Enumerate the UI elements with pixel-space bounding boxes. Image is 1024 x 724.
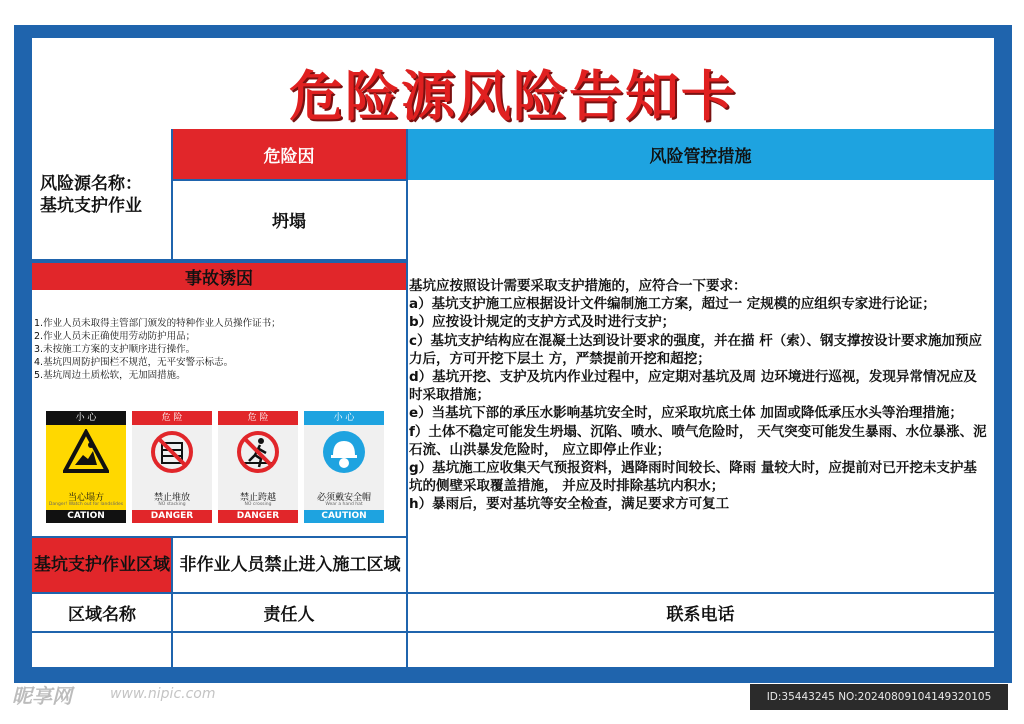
list-item: a）基坑支护施工应根据设计文件编制施工方案，超过一 定规模的应组织专家进行论证； [409, 296, 936, 313]
hazard-value: 坍塌 [272, 212, 306, 232]
control-measures-list [409, 277, 989, 514]
risk-source-name [32, 129, 172, 259]
contact-phone-header: 联系电话 [666, 605, 735, 625]
sign-caption: 当心塌方 [67, 493, 104, 503]
risk-source-label: 风险源名称： [40, 174, 142, 194]
work-area-label: 基坑支护作业区域 [32, 538, 172, 592]
list-item: 2.作业人员未正确使用劳动防护用品； [34, 331, 196, 342]
list-item: 1.作业人员未取得主管部门颁发的特种作业人员操作证书； [34, 318, 281, 329]
sign-landslide [46, 411, 126, 523]
divider [406, 129, 408, 667]
sign-caption: 必须戴安全帽 [316, 493, 371, 503]
no-crossing-icon [235, 429, 281, 475]
sign-caption: 禁止跨越 [239, 493, 276, 503]
safety-signs [46, 411, 382, 523]
sign-top-label: 危 险 [218, 411, 298, 425]
sign-helmet [304, 411, 384, 523]
sign-top-label: 小 心 [304, 411, 384, 425]
list-item: 基坑应按照设计需要采取支护措施的，应符合一下要求： [409, 278, 747, 294]
sign-no-crossing [218, 411, 298, 523]
list-item: c）基坑支护结构应在混凝土达到设计要求的强度，并在描 杆（索）、钢支撑按设计要求施加预应力后，方可开挖下层土 方，严禁提前开挖和超挖； [409, 332, 982, 367]
list-item: e）当基坑下部的承压水影响基坑安全时，应采取坑底土体 加固或降低承压水头等治理措施； [409, 405, 963, 422]
helmet-required-icon [321, 429, 367, 475]
sign-top-label: 危 险 [132, 411, 212, 425]
area-name-header: 区域名称 [68, 605, 136, 625]
accident-cause-list [34, 317, 406, 382]
divider [171, 129, 173, 259]
sign-bottom-label: CAUTION [304, 510, 384, 523]
hazard-header: 危险因 [172, 129, 406, 180]
accident-cause-header: 事故诱因 [32, 263, 406, 290]
divider [32, 259, 406, 263]
watermark-logo: 昵享网 [12, 684, 72, 708]
sign-bottom-label: DANGER [218, 510, 298, 523]
divider [32, 631, 994, 633]
divider [32, 536, 406, 538]
sign-subtitle: Danger! Watch out for landslides [48, 502, 124, 507]
title-area [32, 38, 994, 142]
sign-bottom-label: CATION [46, 510, 126, 523]
divider [32, 592, 994, 594]
sign-caption: 禁止堆放 [153, 493, 190, 503]
sign-top-label: 小 心 [46, 411, 126, 425]
sign-subtitle: NO stacking [158, 502, 186, 507]
list-item: 3.未按施工方案的支护顺序进行操作。 [34, 344, 196, 355]
list-item: d）基坑开挖、支护及坑内作业过程中，应定期对基坑及周 边环境进行巡视，发现异常情况应及时采取措施； [409, 369, 977, 404]
page-title: 危险源风险告知卡 [289, 65, 737, 128]
watermark-url: www.nipic.com [110, 686, 216, 702]
risk-source-value: 基坑支护作业 [40, 196, 142, 216]
no-stacking-icon [149, 429, 195, 475]
landslide-warning-icon [63, 429, 109, 475]
divider [172, 179, 406, 181]
work-area-restriction: 非作业人员禁止进入施工区域 [179, 554, 401, 575]
responsible-person-header: 责任人 [263, 605, 315, 625]
sign-bottom-label: DANGER [132, 510, 212, 523]
divider [171, 538, 173, 667]
list-item: 5.基坑周边土质松软，无加固措施。 [34, 370, 186, 381]
sign-no-stacking [132, 411, 212, 523]
list-item: f）土体不稳定可能发生坍塌、沉陷、喷水、喷气危险时， 天气突变可能发生暴雨、水位暴涨、泥石流、山洪暴发危险时， 应立即停止作业； [409, 423, 987, 458]
image-id-bar: ID:35443245 NO:20240809104149320105 [750, 684, 1008, 710]
sign-subtitle: Wear a hand hat [325, 502, 363, 507]
list-item: b）应按设计规定的支护方式及时进行支护； [409, 314, 676, 331]
list-item: h）暴雨后，要对基坑等安全检查，满足要求方可复工 [409, 496, 730, 513]
risk-table [32, 129, 994, 667]
sign-subtitle: NO crossing [244, 502, 272, 507]
measures-header: 风险管控措施 [407, 129, 994, 180]
list-item: 4.基坑四周防护围栏不规范，无平安警示标志。 [34, 357, 234, 368]
list-item: g）基坑施工应收集天气预报资料，遇降雨时间较长、降雨 量较大时，应提前对已开挖未支护基坑的侧壁采取覆盖措施， 并应及时排除基坑内积水； [409, 460, 977, 495]
notice-board [14, 25, 1012, 683]
